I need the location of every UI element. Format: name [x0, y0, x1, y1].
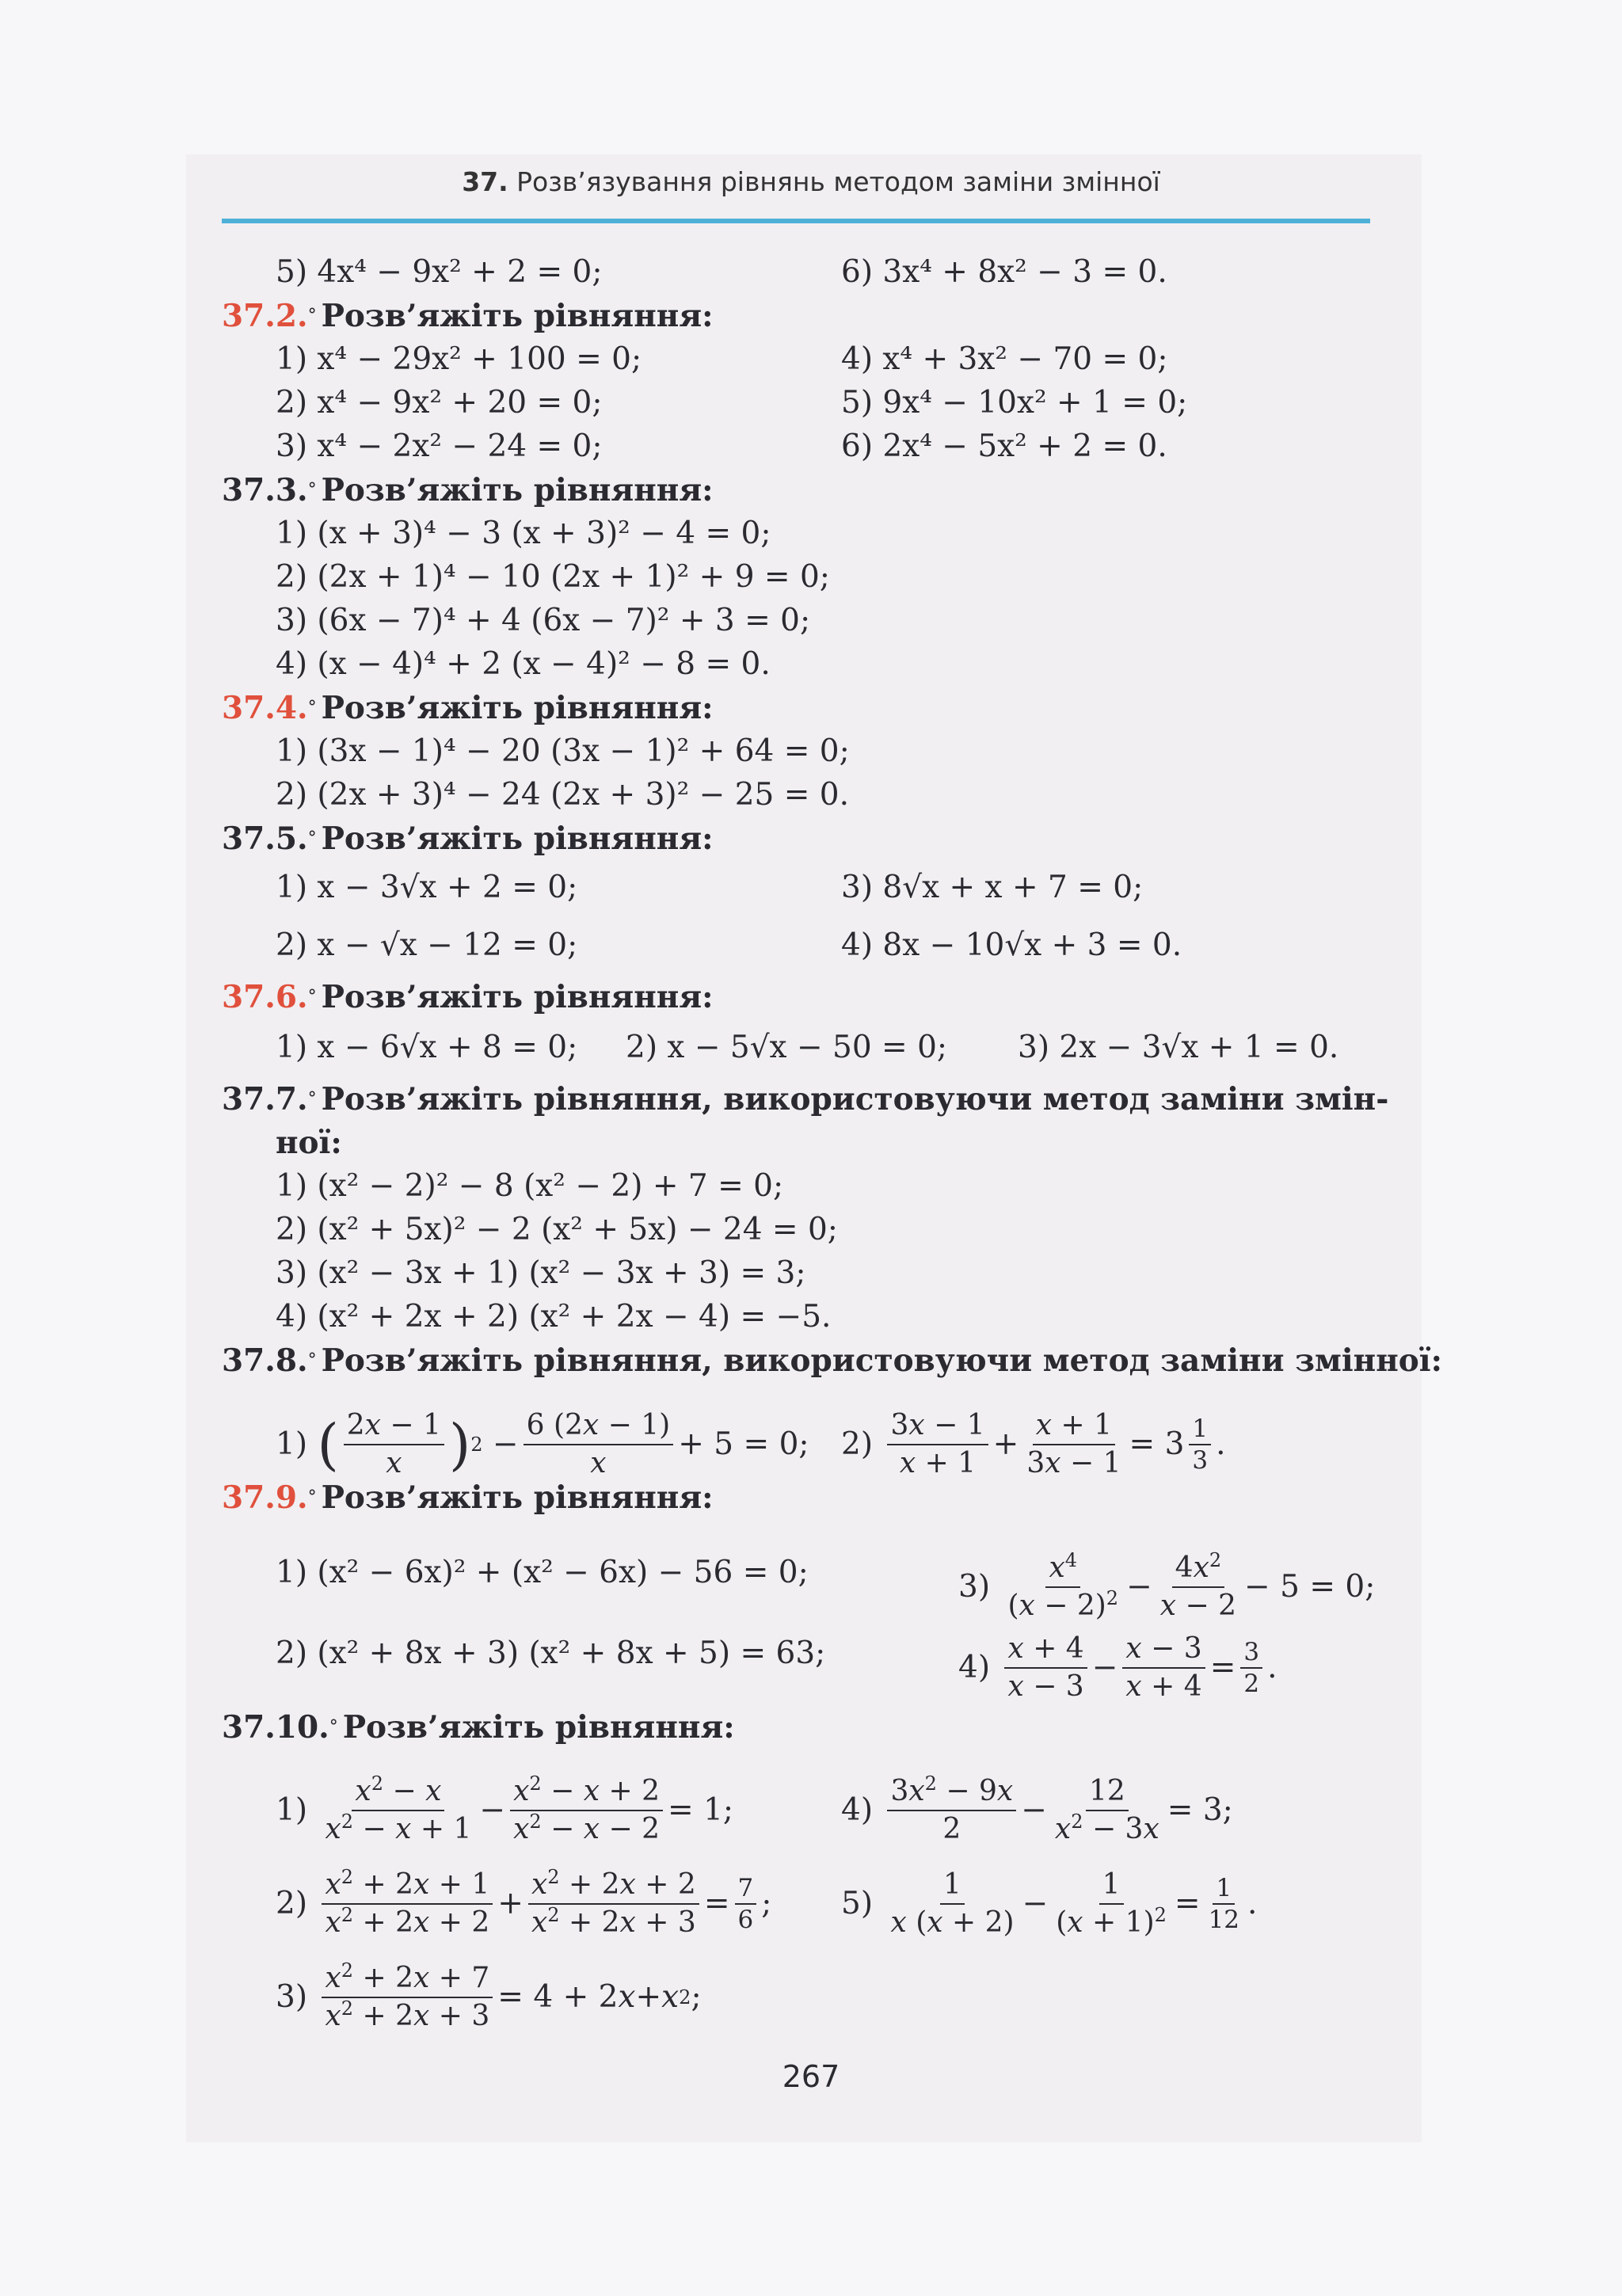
problem-title: Розв’яжіть рівняння: [321, 821, 714, 857]
problem-header: 37.10. ° Розв’яжіть рівняння: [0, 1707, 1622, 1748]
problem-row [0, 339, 1622, 380]
problem-row [0, 1866, 1622, 1939]
equation: 2) $\frac{x^2 + 2x + 1}{x^2 + 2x + 2}$ + $\frac{x^2 + 2x + 2}{x^2 + 2x + 3}$ = $\frac{7}{6}$ ; [276, 1866, 772, 1939]
section-number: 37. [462, 166, 508, 197]
problem-number: 37.5. [222, 821, 308, 857]
equation: 1) (x + 3)⁴ − 3 (x + 3)² − 4 = 0; [276, 516, 771, 551]
problem-title: Розв’яжіть рівняння: [321, 979, 714, 1015]
equation: 6) 2x⁴ − 5x² + 2 = 0. [841, 428, 1167, 464]
problem-title: Розв’яжіть рівняння: [321, 1479, 714, 1516]
equation: 1) ( $\frac{2x - 1}{x}$ ) 2 − $\frac{6 (2x - 1)}{x}$ + 5 = 0; [276, 1409, 809, 1479]
running-header [0, 166, 1622, 197]
problem-header: 37.2. ° Розв’яжіть рівняння: [0, 295, 1622, 337]
equation: 3) (x² − 3x + 1) (x² − 3x + 3) = 3; [276, 1255, 806, 1291]
equation: 5) $\frac{1}{x (x + 2)}$ − $\frac{1}{(x + 1)^2}$ = $\frac{1}{12}$ . [841, 1868, 1258, 1939]
equation: 3) x⁴ − 2x² − 24 = 0; [276, 428, 603, 464]
equation: 1) x − 3√x + 2 = 0; [276, 870, 578, 905]
problem-header: 37.9. ° Розв’яжіть рівняння: [0, 1477, 1622, 1518]
equation: 3) 2x − 3√x + 1 = 0. [1018, 1030, 1339, 1065]
equation: 3) 8√x + x + 7 = 0; [841, 870, 1144, 905]
problem-header: 37.3. ° Розв’яжіть рівняння: [0, 470, 1622, 511]
equation: 4) (x − 4)⁴ + 2 (x − 4)² − 8 = 0. [276, 646, 771, 682]
problem-number: 37.8. [222, 1342, 308, 1379]
problem-title: Розв’яжіть рівняння: [321, 298, 714, 334]
problem-row [0, 1959, 1622, 2032]
problem-number: 37.2. [222, 298, 308, 334]
equation: 3) $\frac{x^2 + 2x + 7}{x^2 + 2x + 3}$ = 4 + 2 x + x 2 ; [276, 1959, 702, 2032]
equation: 6) 3x⁴ + 8x² − 3 = 0. [841, 254, 1167, 290]
equation: 1) $\frac{x^2 - x}{x^2 - x + 1}$ − $\frac{x^2 - x + 2}{x^2 - x - 2}$ = 1; [276, 1772, 734, 1845]
equation: 4) (x² + 2x + 2) (x² + 2x − 4) = −5. [276, 1299, 832, 1335]
problem-title: Розв’яжіть рівняння: [321, 690, 714, 726]
problem-header: 37.7. ° Розв’яжіть рівняння, використовуючи метод заміни змін- [0, 1079, 1622, 1120]
problem-title: Розв’яжіть рівняння: [342, 1709, 735, 1746]
problem-header: 37.6. ° Розв’яжіть рівняння: [0, 977, 1622, 1018]
equation: 2) (2x + 3)⁴ − 24 (2x + 3)² − 25 = 0. [276, 777, 850, 813]
equation: 1) (3x − 1)⁴ − 20 (3x − 1)² + 64 = 0; [276, 733, 850, 769]
equation: 1) (x² − 6x)² + (x² − 6x) − 56 = 0; [276, 1555, 809, 1590]
problem-row [0, 1549, 1622, 1622]
problem-title: Розв’яжіть рівняння, використовуючи метод заміни змін- [321, 1081, 1389, 1118]
equation: 4) $\frac{3x^2 - 9x}{2}$ − $\frac{12}{x^2 - 3x}$ = 3; [841, 1772, 1233, 1845]
problem-row [0, 252, 1622, 293]
problem-row [0, 1409, 1622, 1479]
problem-number: 37.4. [222, 690, 308, 726]
equation: 4) x⁴ + 3x² − 70 = 0; [841, 341, 1168, 377]
problem-row [0, 1772, 1622, 1845]
problem-number: 37.3. [222, 472, 308, 508]
problem-row [0, 426, 1622, 467]
equation: 2) (x² + 8x + 3) (x² + 8x + 5) = 63; [276, 1635, 826, 1671]
equation: 5) 9x⁴ − 10x² + 1 = 0; [841, 385, 1188, 421]
section-title: Розв’язування рівнянь методом заміни змінної [516, 166, 1160, 197]
problem-row [0, 383, 1622, 424]
problem-number: 37.6. [222, 979, 308, 1015]
page-number: 267 [782, 2059, 840, 2094]
equation: 2) x − 5√x − 50 = 0; [626, 1030, 948, 1065]
equation: 4) $\frac{x + 4}{x - 3}$ − $\frac{x - 3}{x + 4}$ = $\frac{3}{2}$ . [958, 1632, 1277, 1703]
equation: 5) 4x⁴ − 9x² + 2 = 0; [276, 254, 603, 290]
problem-header: 37.5. ° Розв’яжіть рівняння: [0, 818, 1622, 859]
equation: 1) (x² − 2)² − 8 (x² − 2) + 7 = 0; [276, 1168, 784, 1204]
equation: 3) (6x − 7)⁴ + 4 (6x − 7)² + 3 = 0; [276, 603, 811, 638]
equation: 2) x − √x − 12 = 0; [276, 927, 578, 963]
problem-header: 37.8. ° Розв’яжіть рівняння, використовуючи метод заміни змінної: [0, 1340, 1622, 1381]
problem-title: Розв’яжіть рівняння: [321, 472, 714, 508]
equation: 2) x⁴ − 9x² + 20 = 0; [276, 385, 603, 421]
header-rule [222, 219, 1370, 223]
equation: 3) $\frac{x^4}{(x - 2)^2}$ − $\frac{4x^2}{x - 2}$ − 5 = 0; [958, 1549, 1376, 1622]
problem-title-continuation: ної: [276, 1125, 342, 1161]
problem-number: 37.10. [222, 1709, 329, 1746]
problem-number: 37.9. [222, 1479, 308, 1516]
equation: 4) 8x − 10√x + 3 = 0. [841, 927, 1182, 963]
problem-number: 37.7. [222, 1081, 308, 1118]
equation: 2) $\frac{3x - 1}{x + 1}$ + $\frac{x + 1}{3x - 1}$ = 3 $\frac{1}{3}$ . [841, 1409, 1226, 1479]
problem-title: Розв’яжіть рівняння, використовуючи метод заміни змінної: [321, 1342, 1442, 1379]
problem-header: 37.4. ° Розв’яжіть рівняння: [0, 687, 1622, 729]
problem-row [0, 1632, 1622, 1703]
equation: 2) (2x + 1)⁴ − 10 (2x + 1)² + 9 = 0; [276, 559, 830, 595]
equation: 1) x⁴ − 29x² + 100 = 0; [276, 341, 642, 377]
equation: 2) (x² + 5x)² − 2 (x² + 5x) − 24 = 0; [276, 1212, 838, 1247]
equation: 1) x − 6√x + 8 = 0; [276, 1030, 578, 1065]
